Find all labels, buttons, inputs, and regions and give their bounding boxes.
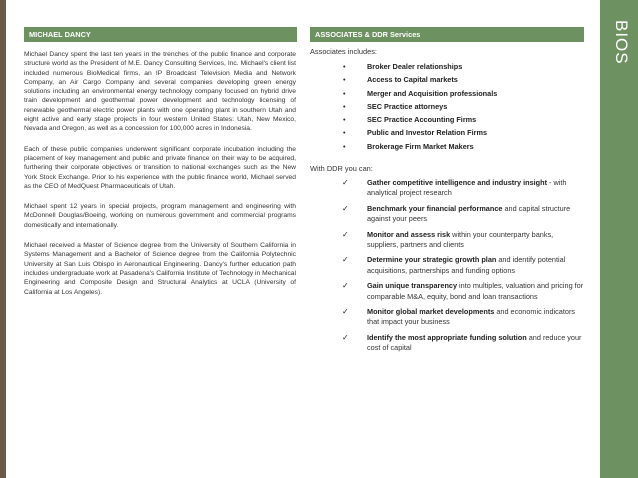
bullet-icon: • [343, 128, 346, 138]
checkmark-icon: ✓ [342, 281, 349, 291]
checkmark-icon: ✓ [342, 306, 349, 316]
list-item: ✓ Monitor and assess risk within your counterparty banks, suppliers, partners and clients [342, 229, 554, 249]
bio-paragraph: Michael spent 12 years in special projects, program management and engineering with McDonnell Douglas/Boeing, working on numerous government and commercial programs domestically and internationally. [24, 203, 296, 229]
checkmark-icon: ✓ [342, 178, 349, 188]
list-item: ✓ Determine your strategic growth plan and identify potential acquisitions, partnerships and funding options [342, 255, 566, 275]
bullet-icon: • [343, 141, 346, 151]
list-item: • Merger and Acquisition professionals [310, 87, 584, 100]
ddr-intro: With DDR you can: [310, 164, 373, 174]
list-item: ✓ Gather competitive intelligence and industry insight - with analytical project research [342, 178, 567, 198]
bio-paragraph: Michael Dancy spent the last ten years in the trenches of the public finance and corporate structure world as the President of M.E. Dancy Consulting Services, Inc. Michael's client list included numerous BioMedical firms, an IP Broadcast Television Media and Network Company, an Air Cargo Company and several companies developing green energy solutions including an environmental energy technology company focused on hybrid drive train development and geothermal power development and technology licensing of renewable geothermal electric power plants with one operating plant in southern Utah and eight active and early stage projects in four western United States: Utah, New Mexico, Nevada and Oregon, as well as a concession for 100,000 acres in Indonesia. [24, 51, 296, 133]
list-item: • Public and Investor Relation Firms [310, 126, 584, 139]
list-item: ✓ Benchmark your financial performance and capital structure against your peers [342, 203, 571, 224]
list-item: • Broker Dealer relationships [310, 60, 584, 73]
side-tab-label: BIOS [612, 20, 631, 65]
checkmark-icon: ✓ [342, 203, 349, 213]
bio-paragraph: Michael received a Master of Science degree from the University of Southern California in Systems Management and a Bachelor of Science degree from the California Polytechnic University at San Luis Obispo in Aeronautical Engineering. Dancy's further education path includes undergraduate work at Pasadena's California Institute of Technology in Mechanical Engineering and Composite Design and Structural Analytics at UCLA (University of California at Los Angeles). [24, 242, 296, 296]
list-item: • SEC Practice attorneys [310, 100, 584, 113]
bio-header: MICHAEL DANCY [24, 27, 297, 42]
checkmark-icon: ✓ [342, 229, 349, 239]
bullet-icon: • [343, 101, 346, 111]
bullet-icon: • [343, 62, 346, 71]
checkmark-icon: ✓ [342, 332, 349, 342]
associates-intro: Associates includes: [310, 47, 377, 56]
list-item: ✓ Monitor global market developments and economic indicators that impact your business [342, 306, 576, 327]
checkmark-icon: ✓ [342, 255, 349, 265]
bio-paragraph: Each of these public companies underwent significant corporate incubation including the placement of key management and public and private finance on their way to be acquired, furthering their corporate objectives or transition to national exchanges such as the New York Stock Exchange. Prior to his experience with the public finance world, Michael served as the CEO of MedQuest Pharmaceuticals of Utah. [24, 145, 296, 190]
list-item: • Brokerage Firm Market Makers [310, 140, 584, 153]
services-column [310, 27, 584, 359]
list-item: • Access to Capital markets [310, 73, 584, 86]
list-item: • SEC Practice Accounting Firms [310, 113, 584, 126]
list-item: ✓ Gain unique transparency into multiples, valuation and pricing for comparable M&A, equity, bond and loan transactions [342, 281, 584, 301]
associates-list [310, 60, 584, 153]
bullet-icon: • [343, 75, 346, 85]
side-tab [600, 0, 638, 478]
bio-column [24, 27, 296, 297]
bullet-icon: • [343, 88, 346, 98]
ddr-list [310, 178, 584, 353]
services-header: ASSOCIATES & DDR Services [310, 27, 584, 42]
left-edge-rule [0, 0, 6, 478]
bullet-icon: • [343, 115, 346, 125]
list-item: ✓ Identify the most appropriate funding solution and reduce your cost of capital [342, 332, 582, 353]
